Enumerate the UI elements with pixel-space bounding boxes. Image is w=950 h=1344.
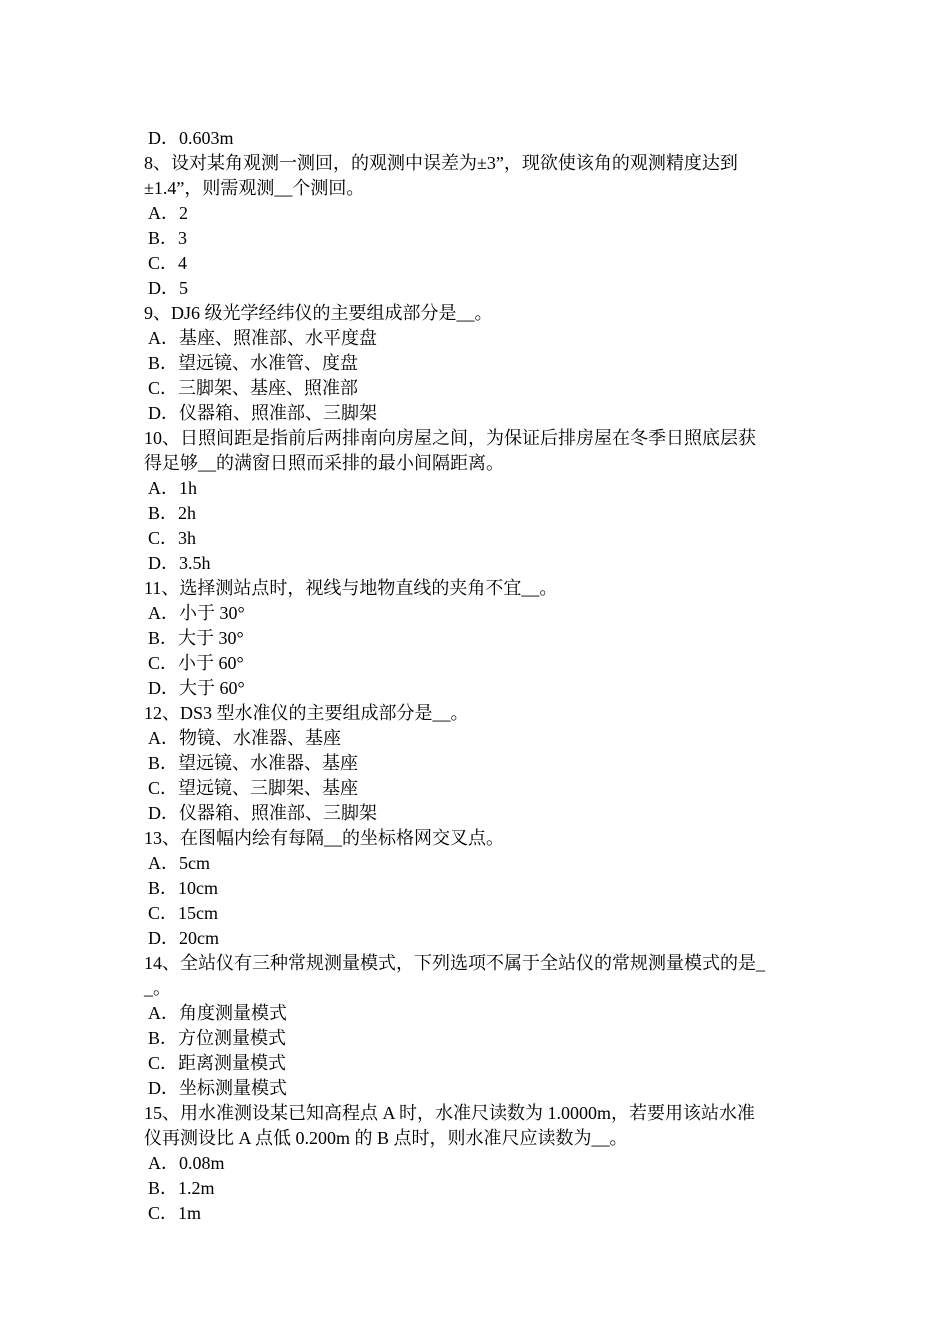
answer-option: D．5 <box>148 278 188 298</box>
question-text: 仪再测设比 A 点低 0.200m 的 B 点时，则水准尺应读数为__。 <box>144 1128 628 1148</box>
answer-option: D．3.5h <box>148 553 211 573</box>
answer-option: A．物镜、水准器、基座 <box>148 728 341 748</box>
answer-option: A．基座、照准部、水平度盘 <box>148 328 377 348</box>
question-text: _。 <box>144 978 171 998</box>
answer-option: B．大于 30° <box>148 628 244 648</box>
answer-option: B．10cm <box>148 878 218 898</box>
answer-option: C．望远镜、三脚架、基座 <box>148 778 359 798</box>
answer-option: A．0.08m <box>148 1153 225 1173</box>
answer-option: A．1h <box>148 478 197 498</box>
question-text: 13、在图幅内绘有每隔__的坐标格网交叉点。 <box>144 828 504 848</box>
document-body <box>144 126 812 1226</box>
answer-option: A．5cm <box>148 853 210 873</box>
answer-option: B．望远镜、水准器、基座 <box>148 753 359 773</box>
answer-option: D．大于 60° <box>148 678 245 698</box>
answer-option: C．距离测量模式 <box>148 1053 287 1073</box>
answer-option: D．仪器箱、照准部、三脚架 <box>148 803 377 823</box>
answer-option: D．0.603m <box>148 128 234 148</box>
question-text: 8、设对某角观测一测回，的观测中误差为±3”，现欲使该角的观测精度达到 <box>144 153 738 173</box>
answer-option: B．1.2m <box>148 1178 215 1198</box>
answer-option: C．1m <box>148 1203 202 1223</box>
question-text: 12、DS3 型水准仪的主要组成部分是__。 <box>144 703 469 723</box>
question-text: 14、全站仪有三种常规测量模式，下列选项不属于全站仪的常规测量模式的是_ <box>144 953 765 973</box>
question-text: 9、DJ6 级光学经纬仪的主要组成部分是__。 <box>144 303 493 323</box>
answer-option: D．仪器箱、照准部、三脚架 <box>148 403 377 423</box>
answer-option: D．坐标测量模式 <box>148 1078 287 1098</box>
answer-option: A．小于 30° <box>148 603 245 623</box>
answer-option: B．方位测量模式 <box>148 1028 287 1048</box>
answer-option: C．3h <box>148 528 197 548</box>
question-text: 11、选择测站点时，视线与地物直线的夹角不宜__。 <box>144 578 558 598</box>
answer-option: C．15cm <box>148 903 218 923</box>
answer-option: C．三脚架、基座、照准部 <box>148 378 359 398</box>
answer-option: B．2h <box>148 503 197 523</box>
answer-option: B．3 <box>148 228 188 248</box>
question-text: 得足够__的满窗日照而采排的最小间隔距离。 <box>144 453 504 473</box>
answer-option: C．4 <box>148 253 188 273</box>
question-text: 10、日照间距是指前后两排南向房屋之间，为保证后排房屋在冬季日照底层获 <box>144 428 756 448</box>
answer-option: B．望远镜、水准管、度盘 <box>148 353 359 373</box>
question-text: ±1.4”，则需观测__个测回。 <box>144 178 365 198</box>
answer-option: A．角度测量模式 <box>148 1003 287 1023</box>
answer-option: D．20cm <box>148 928 219 948</box>
question-text: 15、用水准测设某已知高程点 A 时，水准尺读数为 1.0000m，若要用该站水准 <box>144 1103 756 1123</box>
answer-option: C．小于 60° <box>148 653 244 673</box>
answer-option: A．2 <box>148 203 188 223</box>
